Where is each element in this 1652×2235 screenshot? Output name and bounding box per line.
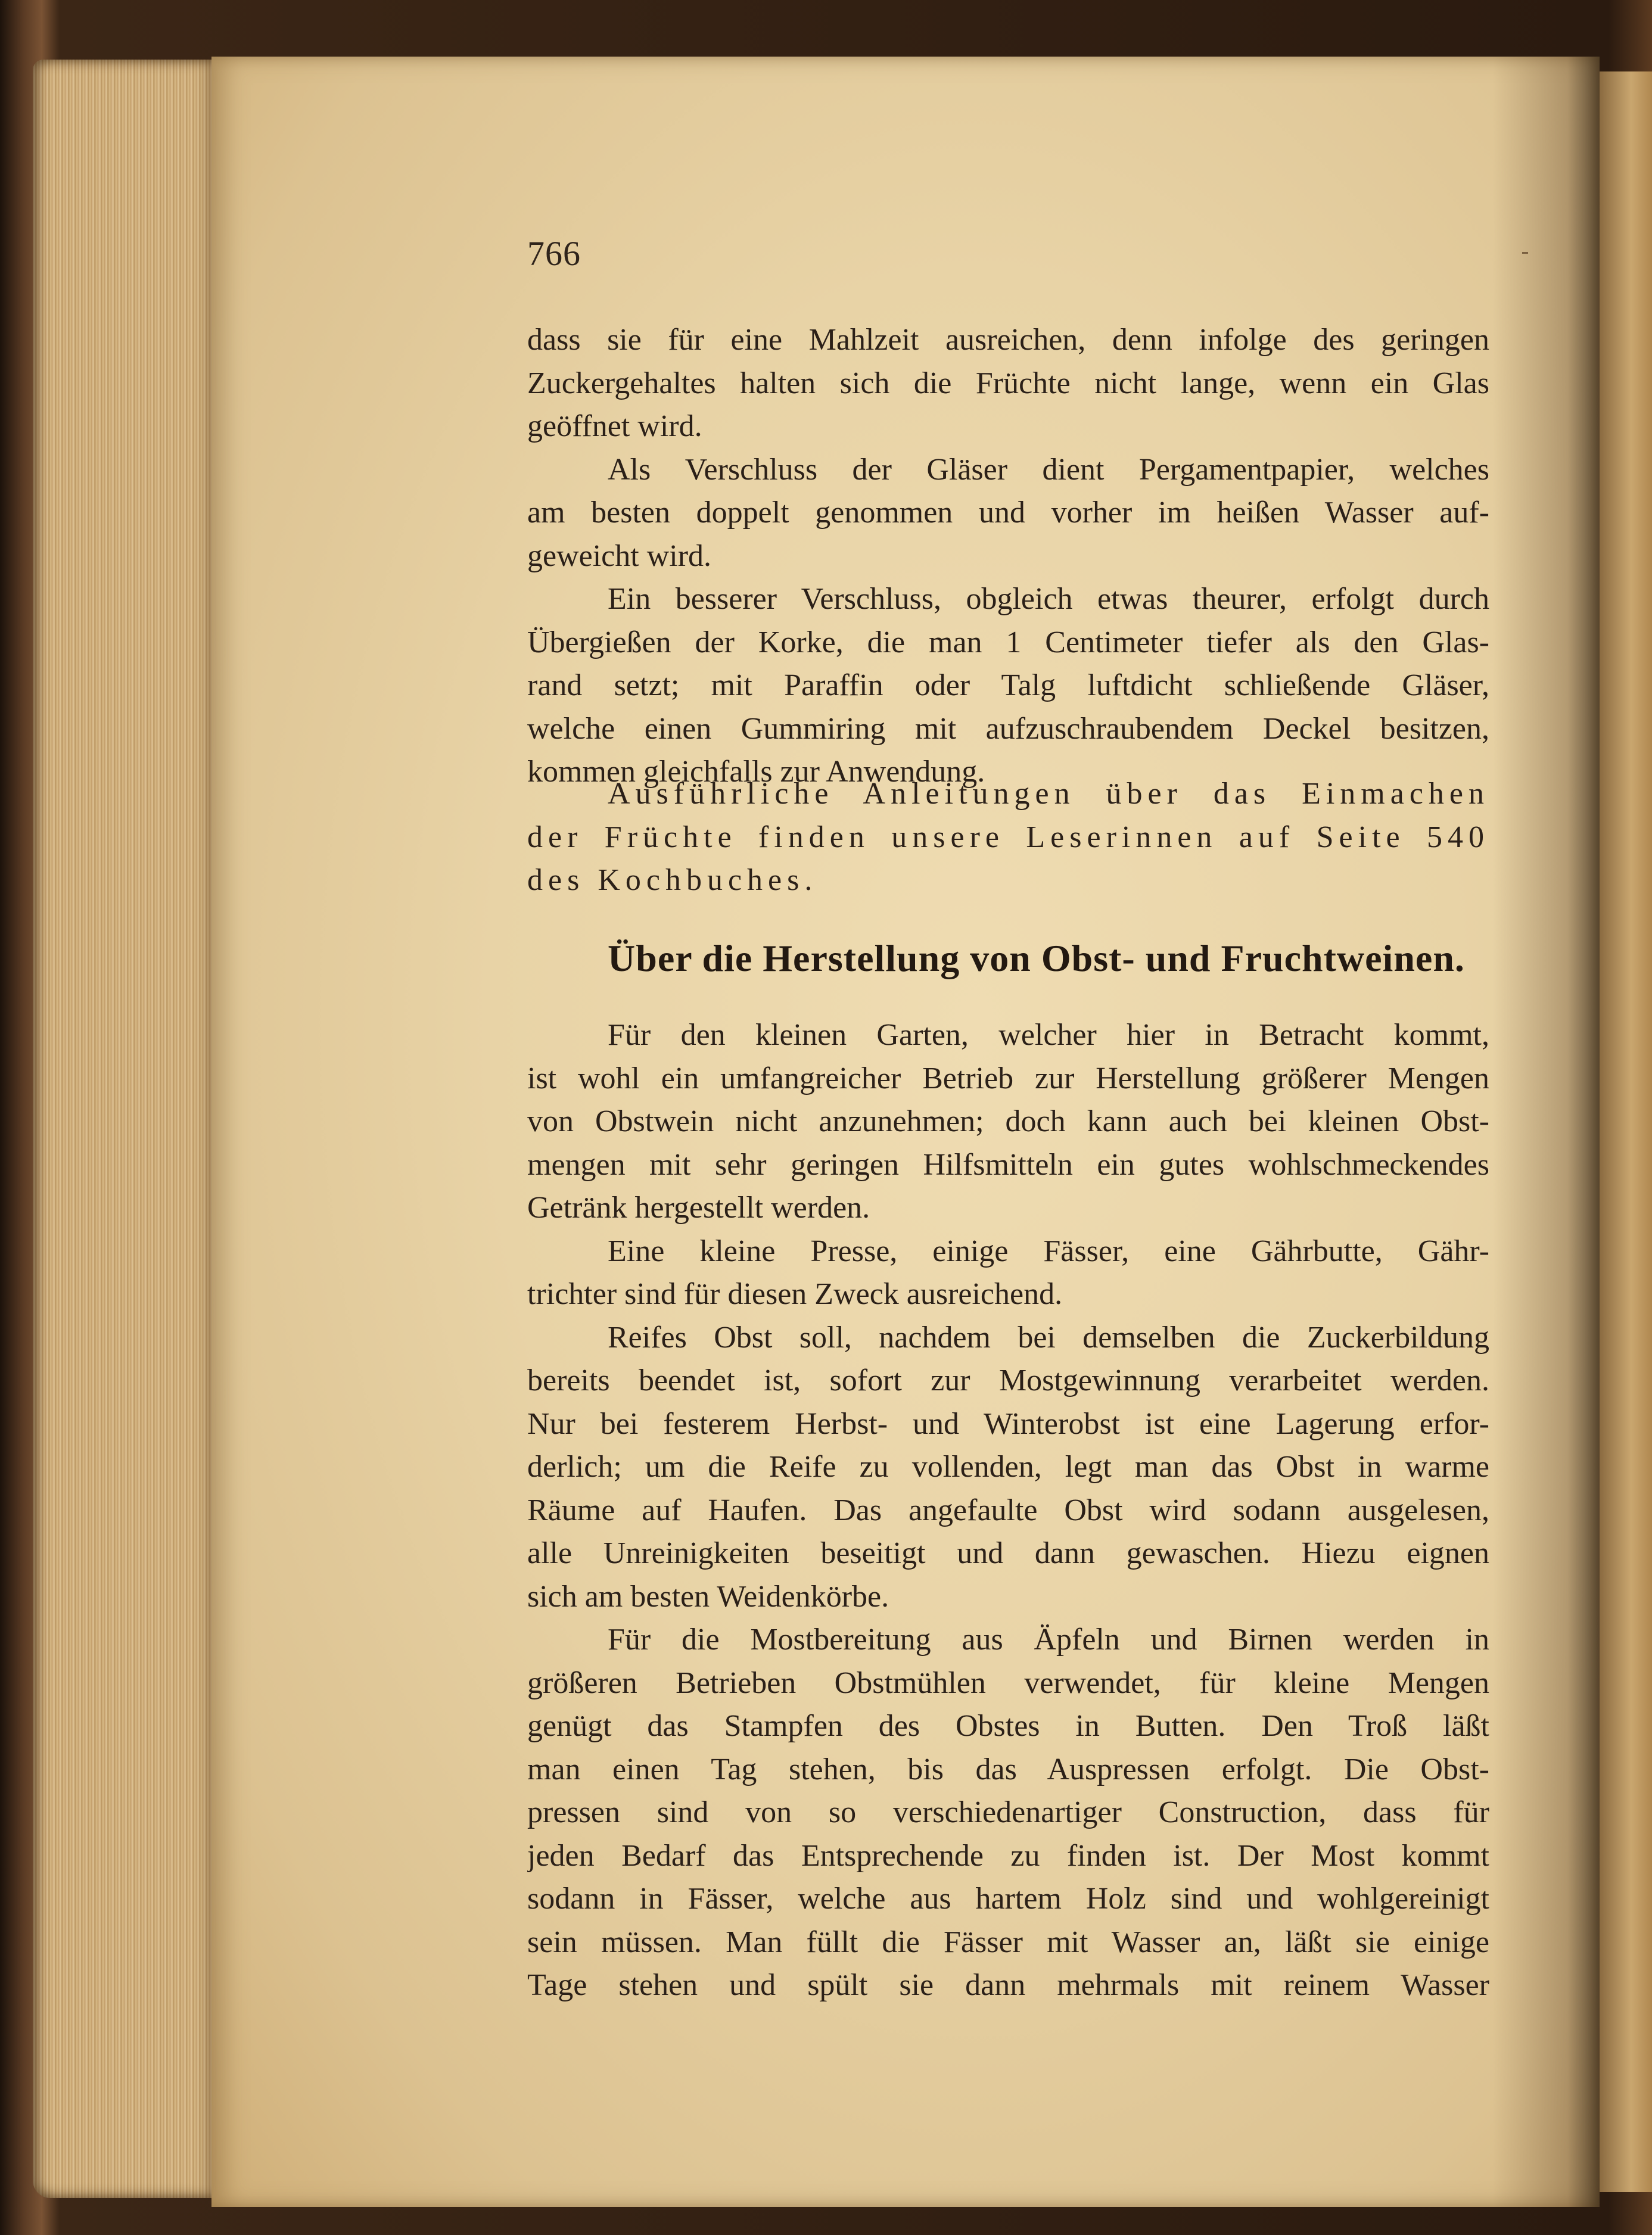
text-line: sich am besten Weidenkörbe. <box>527 1579 889 1614</box>
text-line: Ein besserer Verschluss, obgleich etwas theurer, erfolgt durch <box>608 582 1489 616</box>
text-line: Für die Mostbereitung aus Äpfeln und Birnen werden in <box>608 1623 1489 1657</box>
text-line: Zuckergehaltes halten sich die Früchte nicht lange, wenn ein Glas <box>527 366 1489 400</box>
text-line: trichter sind für diesen Zweck ausreichend. <box>527 1277 1063 1311</box>
text-line: Als Verschluss der Gläser dient Pergamentpapier, welches <box>608 452 1489 487</box>
text-line: Übergießen der Korke, die man 1 Centimeter tiefer als den Glas- <box>527 625 1489 659</box>
paragraph-1 <box>527 319 1489 794</box>
page-number: 766 <box>527 234 581 273</box>
text-line: man einen Tag stehen, bis das Auspressen erfolgt. Die Obst- <box>527 1752 1489 1786</box>
facing-page-edge <box>1600 71 1652 2192</box>
text-line: am besten doppelt genommen und vorher im heißen Wasser auf- <box>527 496 1489 530</box>
section-heading: Über die Herstellung von Obst- und Fruchtweinen. <box>608 937 1465 979</box>
text-line: sodann in Fässer, welche aus hartem Holz sind und wohlgereinigt <box>527 1882 1489 1916</box>
text-line: derlich; um die Reife zu vollenden, legt man das Obst in warme <box>527 1450 1489 1484</box>
text-line: mengen mit sehr geringen Hilfsmitteln ein gutes wohlschmeckendes <box>527 1147 1489 1182</box>
text-line: von Obstwein nicht anzunehmen; doch kann auch bei kleinen Obst- <box>527 1104 1489 1138</box>
text-line: größeren Betrieben Obstmühlen verwendet, für kleine Mengen <box>527 1666 1489 1700</box>
text-line: genügt das Stampfen des Obstes in Butten. Den Troß läßt <box>527 1709 1489 1743</box>
paragraph-section <box>527 1014 1489 2007</box>
text-line: bereits beendet ist, sofort zur Mostgewinnung verarbeitet werden. <box>527 1364 1489 1397</box>
text-line: ist wohl ein umfangreicher Betrieb zur Herstellung größerer Mengen <box>527 1061 1489 1095</box>
text-line: der Früchte finden unsere Leserinnen auf Seite 540 <box>527 820 1489 854</box>
text-line: rand setzt; mit Paraffin oder Talg luftdicht schließende Gläser, <box>527 668 1489 702</box>
text-line: des Kochbuches. <box>527 863 818 897</box>
text-line: Räume auf Haufen. Das angefaulte Obst wird sodann ausgelesen, <box>527 1493 1489 1527</box>
text-line: sein müssen. Man füllt die Fässer mit Wasser an, läßt sie einige <box>527 1925 1489 1959</box>
text-line: Für den kleinen Garten, welcher hier in Betracht kommt, <box>608 1018 1489 1052</box>
text-line: Ausführliche Anleitungen über das Einmachen <box>608 777 1489 811</box>
text-line: geöffnet wird. <box>527 409 702 443</box>
text-line: Tage stehen und spült sie dann mehrmals mit reinem Wasser <box>527 1968 1489 2002</box>
text-line: alle Unreinigkeiten beseitigt und dann gewaschen. Hiezu eignen <box>527 1536 1489 1570</box>
text-line: jeden Bedarf das Entsprechende zu finden ist. Der Most kommt <box>527 1838 1489 1873</box>
spaced-note <box>527 773 1489 902</box>
text-line: geweicht wird. <box>527 538 712 573</box>
text-line: kommen gleichfalls zur Anwendung. <box>527 755 985 789</box>
text-line: Nur bei festerem Herbst- und Winterobst ist eine Lagerung erfor- <box>527 1406 1489 1441</box>
book-page-edges <box>33 60 217 2198</box>
text-line: Getränk hergestellt werden. <box>527 1191 870 1225</box>
text-line: welche einen Gummiring mit aufzuschraubendem Deckel besitzen, <box>527 711 1489 746</box>
text-line: Eine kleine Presse, einige Fässer, eine Gährbutte, Gähr- <box>608 1234 1489 1268</box>
text-line: dass sie für eine Mahlzeit ausreichen, denn infolge des geringen <box>527 323 1489 357</box>
text-line: Reifes Obst soll, nachdem bei demselben die Zuckerbildung <box>608 1320 1489 1355</box>
page-gutter-shadow <box>1492 57 1600 2207</box>
page-mark <box>1522 252 1528 254</box>
text-line: pressen sind von so verschiedenartiger Construction, dass für <box>527 1795 1489 1829</box>
